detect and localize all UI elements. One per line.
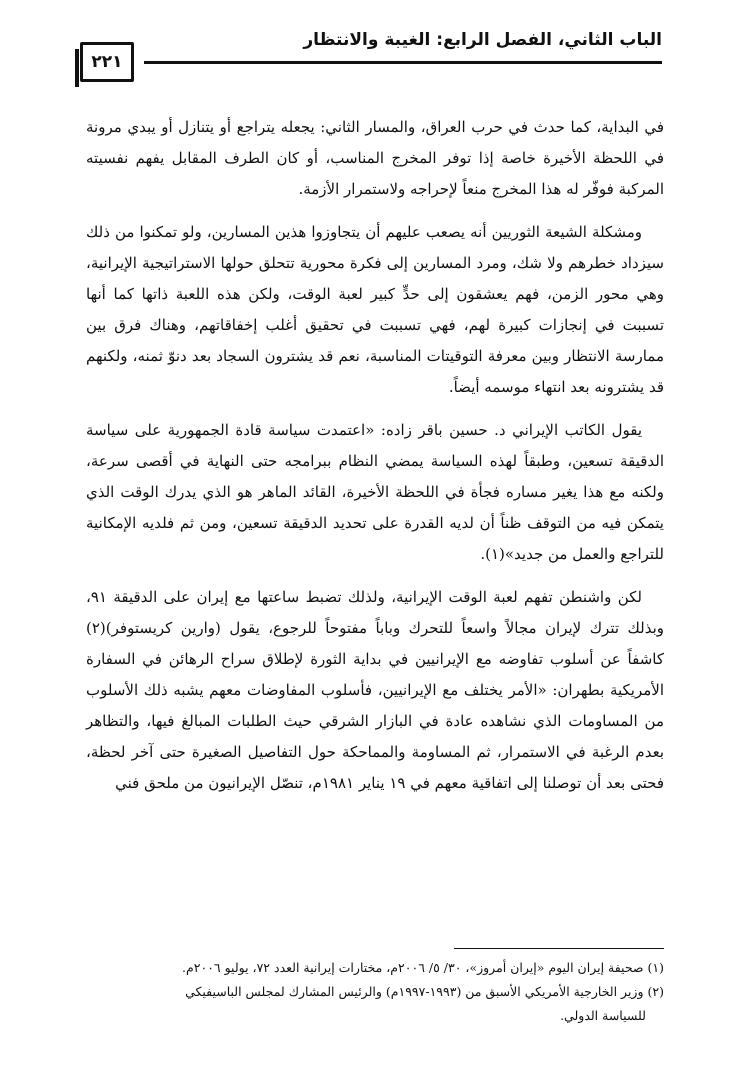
footnote-text: وزير الخارجية الأمريكي الأسبق من (١٩٩٣-١٩٩٧م) والرئيس المشارك لمجلس الباسيفيكي (185, 984, 644, 999)
footnote-divider (454, 948, 664, 949)
footnote-continuation: للسياسة الدولي. (560, 1008, 646, 1023)
footnote (86, 956, 664, 980)
page-number: ٢٢١ (80, 42, 134, 82)
paragraph: في البداية، كما حدث في حرب العراق، والمسار الثاني: يجعله يتراجع أو يتنازل أو يبدي مرونة في اللحظة الأخيرة خاصة إذا توفر المخرج المناسب، أو كان الطرف المقابل يفهم نفسيته المركبة فوفّر له هذا المخرج منعاً لإحراجه ولاستمرار الأزمة. (86, 118, 664, 198)
footnote-marker: (١) (647, 960, 664, 975)
chapter-title: الباب الثاني، الفصل الرابع: الغيبة والانتظار (303, 30, 662, 50)
running-header (86, 24, 662, 64)
footnote-marker: (٢) (647, 984, 664, 999)
footnote-text: صحيفة إيران اليوم «إيران أمروز»، ٣٠/ ٥/ ٢٠٠٦م، مختارات إيرانية العدد ٧٢، يوليو ٢٠٠٦م. (182, 960, 644, 975)
paragraph: ومشكلة الشيعة الثوريين أنه يصعب عليهم أن يتجاوزوا هذين المسارين، ولو تمكنوا من ذلك سيزداد خطرهم ولا شك، ومرد المسارين إلى فكرة محورية تتحلق حولها الاستراتيجية الإيرانية، وهي محور الزمن، فهم يعشقون إلى حدٍّ كبير لعبة الوقت، ولكن هذه اللعبة ذاتها كما أنها تسببت في إنجازات كبيرة لهم، فهي تسببت في تحقيق أغلب إخفاقاتهم، وهناك فرق بين ممارسة الانتظار وبين معرفة التوقيتات المناسبة، نعم قد يشترون السجاد بعد دنوّ ثمنه، ولكنهم قد يشترونه بعد انتهاء موسمه أيضاً. (86, 223, 664, 396)
main-text (86, 112, 664, 799)
paragraph: لكن واشنطن تفهم لعبة الوقت الإيرانية، ولذلك تضبط ساعتها مع إيران على الدقيقة ٩١، وبذلك تترك لإيران مجالاً واسعاً للتحرك وباباً مفتوحاً للرجوع، يقول (وارين كريستوفر)(٢) كاشفاً عن أسلوب تفاوضه مع الإيرانيين في بداية الثورة لإطلاق سراح الرهائن في السفارة الأمريكية بطهران: «الأمر يختلف مع الإيرانيين، فأسلوب المفاوضات معهم يشبه ذلك الأسلوب من المساومات الذي نشاهده عادة في البازار الشرقي حيث الطلبات المبالغ فيها، والتظاهر بعدم الرغبة في الاستمرار، ثم المساومة والمماحكة حول التفاصيل الصغيرة حتى آخر لحظة، فحتى بعد أن توصلنا إلى اتفاقية معهم في ١٩ يناير ١٩٨١م، تنصّل الإيرانيون من ملحق فني (86, 588, 664, 792)
footnote (86, 980, 664, 1028)
footnotes (86, 956, 664, 1028)
paragraph: يقول الكاتب الإيراني د. حسين باقر زاده: «اعتمدت سياسة قادة الجمهورية على سياسة الدقيقة تسعين، وطبقاً لهذه السياسة يمضي النظام ببرامجه حتى النهاية في أقصى سرعة، ولكنه مع هذا يغير مساره فجأة في اللحظة الأخيرة، القائد الماهر هو الذي يدرك الوقت الذي يتمكن فيه من التوقف ظناً أن لديه القدرة على تحديد الدقيقة تسعين، ومن ثم فلديه الإمكانية للتراجع والعمل من جديد»(١). (86, 421, 664, 563)
header-rule (144, 61, 662, 64)
